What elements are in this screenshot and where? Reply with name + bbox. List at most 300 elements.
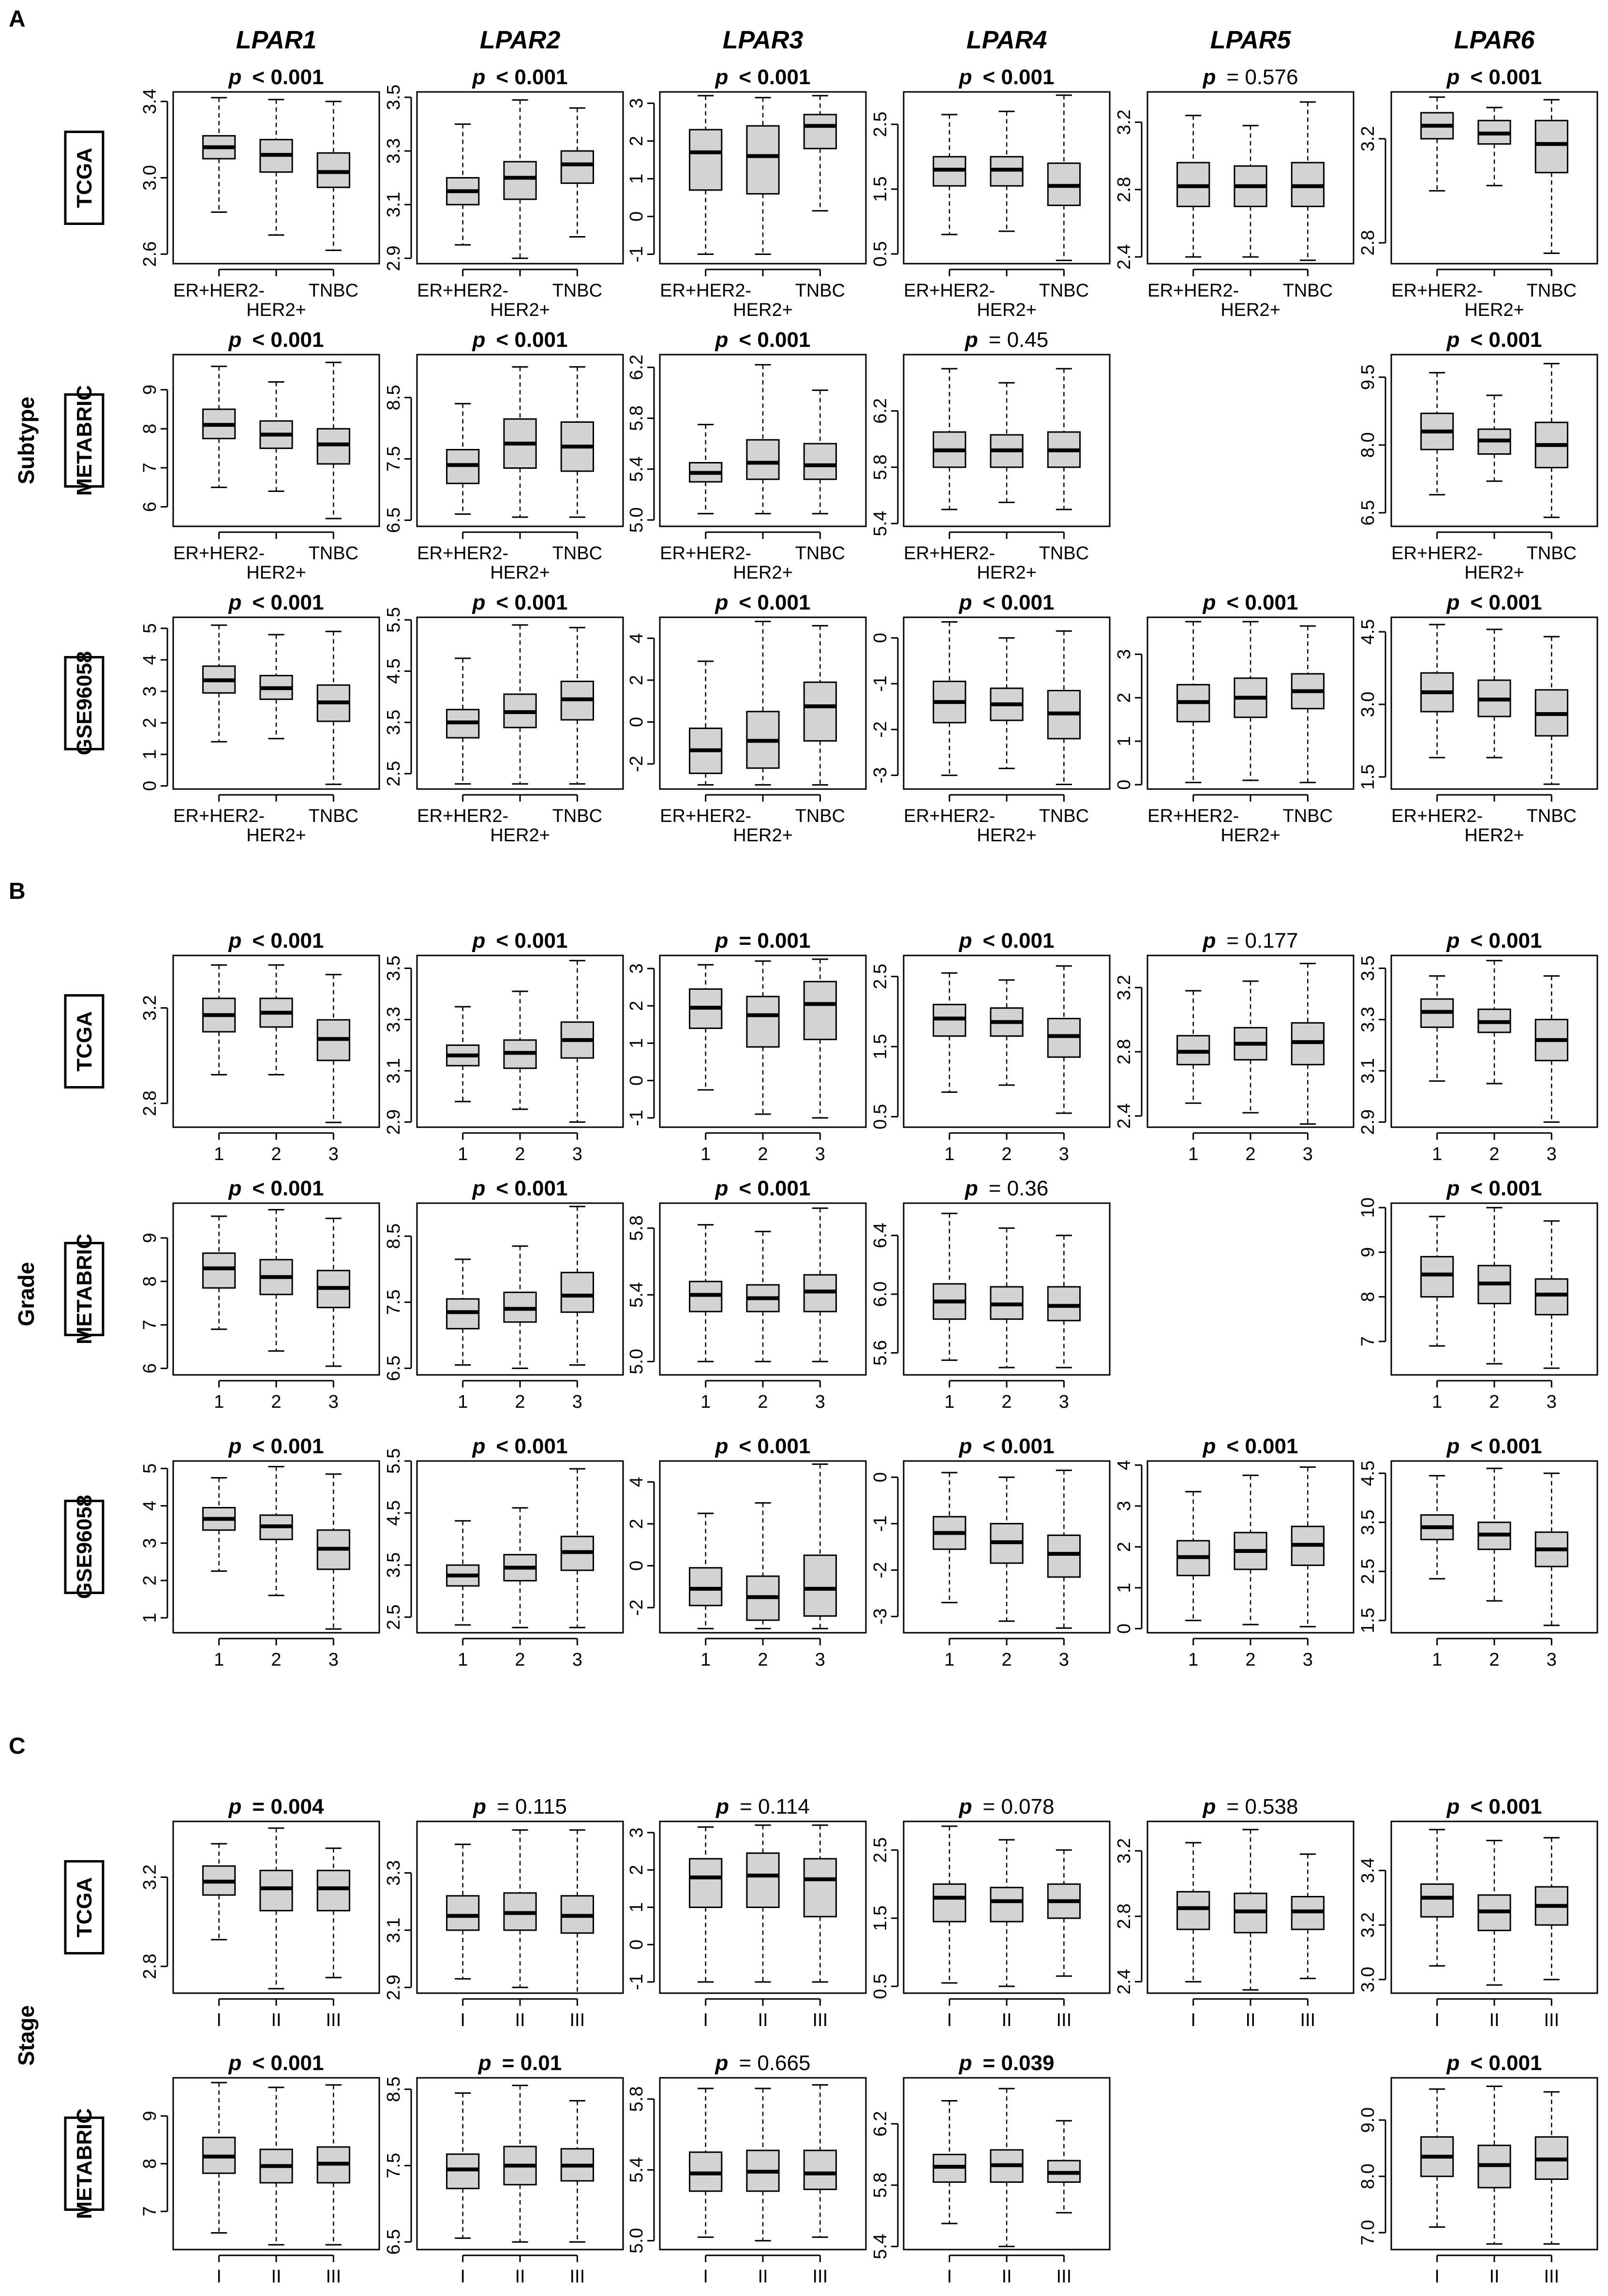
x-category-label: 1	[1432, 1650, 1443, 1670]
p-value: < 0.001	[496, 65, 568, 89]
iqr-box	[804, 115, 836, 149]
y-tick-label: 7	[140, 462, 160, 473]
p-value: < 0.001	[983, 591, 1055, 614]
x-category-label: 1	[944, 1392, 955, 1412]
y-tick-label: 8.0	[1358, 2163, 1378, 2190]
y-tick-label: 5.4	[626, 456, 647, 482]
column-header-lpar5: LPAR5	[1210, 26, 1291, 54]
p-symbol: p	[716, 1795, 730, 1819]
x-category-label: III	[1056, 2266, 1072, 2287]
iqr-box	[747, 126, 779, 194]
box-iii	[1048, 2121, 1080, 2213]
dataset-label-text: METABRIC	[73, 1234, 96, 1344]
section-label-stage: Stage	[14, 2005, 39, 2066]
x-category-label: 2	[1001, 1392, 1012, 1412]
x-category-label: III	[812, 2266, 828, 2287]
y-tick-label: 0	[626, 1560, 647, 1571]
box-i	[1421, 2089, 1453, 2227]
y-tick-label: 2.5	[384, 760, 404, 787]
x-category-label: HER2+	[733, 563, 793, 583]
box-1	[447, 1521, 479, 1625]
x-category-label: 3	[815, 1144, 825, 1164]
box-2	[991, 1228, 1023, 1368]
box-iii	[804, 2085, 836, 2237]
box-2	[1235, 981, 1266, 1113]
boxplot-panel	[870, 328, 1110, 583]
y-tick-label: 8.5	[384, 1223, 404, 1249]
y-tick-label: 0	[626, 716, 647, 728]
box-2	[1478, 1468, 1510, 1601]
boxplot-panel	[1114, 1434, 1354, 1670]
box-her2-	[1478, 107, 1510, 185]
x-category-label: ER+HER2-	[1147, 281, 1239, 301]
y-tick-label: 0	[140, 780, 160, 791]
p-value: < 0.001	[1470, 1795, 1542, 1819]
p-value: < 0.001	[252, 1434, 324, 1458]
iqr-box	[804, 982, 836, 1040]
p-value-title	[1446, 929, 1542, 953]
x-category-label: TNBC	[308, 806, 359, 826]
y-tick-label: 2.5	[870, 964, 891, 989]
boxplot-panel	[1358, 65, 1597, 320]
box-er-her2-	[447, 403, 479, 514]
x-category-label: 1	[700, 1650, 711, 1670]
y-tick-label: 2	[626, 1000, 647, 1011]
x-category-label: 3	[328, 1650, 339, 1670]
y-tick-label: 0	[626, 1939, 647, 1950]
y-tick-label: 3.2	[1114, 109, 1134, 135]
y-tick-label: 7.5	[384, 446, 404, 472]
box-ii	[1235, 1830, 1266, 1990]
x-category-label: TNBC	[552, 806, 603, 826]
box-2	[504, 1246, 536, 1369]
y-tick-label: 3.2	[1114, 974, 1134, 1000]
x-category-label: 2	[515, 1144, 525, 1164]
y-tick-label: 3.1	[384, 192, 404, 218]
iqr-box	[561, 151, 593, 183]
x-category-label: ER+HER2-	[660, 281, 752, 301]
p-value-title	[228, 929, 324, 953]
p-value-title	[228, 2051, 324, 2075]
box-1	[203, 965, 235, 1075]
y-tick-label: 1	[1114, 1582, 1134, 1593]
box-her2-	[747, 622, 779, 785]
x-category-label: II	[271, 2266, 282, 2287]
y-tick-label: 2.9	[384, 1974, 404, 2000]
iqr-box	[804, 682, 836, 741]
box-iii	[1048, 1850, 1080, 1976]
y-tick-label: 3.1	[1358, 1058, 1378, 1084]
box-tnbc	[561, 367, 593, 517]
boxplot-panel	[140, 1434, 379, 1670]
x-category-label: ER+HER2-	[1391, 281, 1483, 301]
box-1	[690, 1225, 722, 1362]
p-value: = 0.115	[497, 1795, 567, 1819]
box-er-her2-	[934, 369, 966, 509]
p-value: < 0.001	[252, 591, 324, 614]
box-i	[203, 1844, 235, 1939]
box-1	[1177, 991, 1209, 1103]
box-1	[934, 973, 966, 1092]
y-tick-label: -2	[626, 756, 647, 772]
y-tick-label: 3.1	[384, 1917, 404, 1943]
box-her2-	[991, 638, 1023, 769]
boxplot-panel	[384, 328, 623, 583]
y-tick-label: 5.5	[384, 607, 404, 633]
p-symbol: p	[472, 1434, 486, 1458]
p-value-title	[1203, 1795, 1298, 1819]
box-2	[504, 1508, 536, 1627]
x-category-label: III	[326, 2010, 342, 2030]
boxplot-panel	[384, 929, 623, 1164]
boxplot-panel	[870, 1795, 1110, 2030]
x-category-label: HER2+	[977, 825, 1037, 846]
column-header-lpar4: LPAR4	[966, 26, 1047, 54]
x-category-label: 2	[1001, 1650, 1012, 1670]
p-symbol: p	[715, 65, 729, 89]
box-2	[260, 1467, 292, 1595]
y-tick-label: 1	[140, 1612, 160, 1623]
p-symbol: p	[959, 2051, 972, 2075]
column-header-lpar1: LPAR1	[236, 26, 317, 54]
y-tick-label: 5.5	[384, 1448, 404, 1474]
boxplot-panel	[626, 591, 866, 846]
section-letter-a: A	[9, 6, 26, 32]
p-value-title	[228, 1434, 324, 1458]
x-category-label: ER+HER2-	[173, 806, 265, 826]
p-symbol: p	[228, 591, 242, 614]
box-er-her2-	[1177, 116, 1209, 257]
p-value: < 0.001	[252, 1177, 324, 1200]
box-iii	[317, 2085, 349, 2245]
iqr-box	[690, 1568, 722, 1606]
p-value: < 0.001	[252, 328, 324, 352]
p-value: < 0.001	[1470, 1434, 1542, 1458]
box-iii	[561, 2101, 593, 2242]
p-symbol: p	[228, 1795, 242, 1819]
x-category-label: 1	[700, 1392, 711, 1412]
p-value: = 0.538	[1226, 1795, 1298, 1819]
boxplot-panel	[1114, 591, 1354, 846]
p-value-title	[715, 1177, 811, 1200]
box-3	[1292, 1467, 1324, 1627]
x-category-label: TNBC	[1526, 806, 1577, 826]
section-label-grade: Grade	[14, 1262, 39, 1327]
y-tick-label: 3.5	[1358, 955, 1378, 981]
p-value-title	[228, 328, 324, 352]
box-iii	[561, 1830, 593, 1993]
p-symbol: p	[228, 929, 242, 953]
x-category-label: 3	[815, 1392, 825, 1412]
x-category-label: 1	[458, 1392, 468, 1412]
p-symbol: p	[228, 2051, 242, 2075]
y-tick-label: 0	[626, 211, 647, 222]
y-tick-label: 2.9	[384, 245, 404, 271]
y-tick-label: 3.5	[384, 955, 404, 981]
p-symbol: p	[472, 591, 486, 614]
y-tick-label: 8	[140, 2158, 160, 2169]
x-category-label: I	[703, 2266, 708, 2287]
box-2	[747, 1232, 779, 1362]
boxplot-panel	[384, 1795, 623, 2030]
y-tick-label: 3.2	[1358, 126, 1378, 152]
y-tick-label: 4.5	[1358, 1460, 1378, 1486]
x-category-label: TNBC	[795, 281, 846, 301]
p-value-title	[959, 929, 1055, 953]
y-tick-label: -2	[870, 1562, 891, 1579]
y-tick-label: 6.5	[384, 507, 404, 533]
section-label-subtype: Subtype	[14, 396, 39, 485]
y-tick-label: 2	[626, 1519, 647, 1529]
y-tick-label: 6.0	[870, 1281, 891, 1307]
y-tick-label: 10	[1358, 1197, 1378, 1218]
y-tick-label: 1.5	[870, 176, 891, 202]
y-tick-label: 6.5	[384, 1355, 404, 1381]
y-tick-label: 2.9	[1358, 1109, 1378, 1135]
y-tick-label: 2	[140, 1575, 160, 1586]
x-category-label: II	[515, 2266, 525, 2287]
x-category-label: 3	[572, 1650, 582, 1670]
x-category-label: 3	[815, 1650, 825, 1670]
p-value-title	[1446, 1434, 1542, 1458]
x-category-label: ER+HER2-	[417, 543, 509, 564]
p-value-title	[1446, 328, 1542, 352]
dataset-label-text: GSE96058	[73, 651, 96, 756]
y-tick-label: 6	[140, 502, 160, 512]
x-category-label: III	[569, 2010, 585, 2030]
p-value-title	[472, 591, 568, 614]
iqr-box	[561, 1272, 593, 1312]
boxplot-panel	[626, 1177, 866, 1412]
box-1	[203, 1216, 235, 1329]
p-value-title	[473, 1795, 567, 1819]
x-category-label: HER2+	[1464, 563, 1524, 583]
y-tick-label: 4.5	[384, 658, 404, 684]
boxplot-panel	[870, 929, 1110, 1164]
p-value-title	[1446, 2051, 1542, 2075]
x-category-label: 3	[572, 1144, 582, 1164]
p-symbol: p	[1446, 1434, 1460, 1458]
x-category-label: HER2+	[1221, 300, 1280, 320]
p-symbol: p	[1446, 328, 1460, 352]
p-value-title	[472, 328, 568, 352]
box-ii	[504, 2086, 536, 2242]
x-category-label: TNBC	[795, 806, 846, 826]
y-tick-label: 1	[1114, 736, 1134, 746]
iqr-box	[804, 444, 836, 479]
box-er-her2-	[203, 98, 235, 212]
p-value: < 0.001	[1226, 1434, 1298, 1458]
box-3	[317, 1474, 349, 1629]
x-category-label: TNBC	[552, 281, 603, 301]
p-value-title	[965, 1177, 1048, 1200]
box-ii	[747, 2088, 779, 2241]
y-tick-label: 3	[1114, 1501, 1134, 1511]
p-value: < 0.001	[1470, 929, 1542, 953]
p-symbol: p	[1203, 929, 1216, 953]
boxplot-panel	[384, 1177, 623, 1412]
p-value-title	[472, 65, 568, 89]
p-value: < 0.001	[1470, 1177, 1542, 1200]
x-category-label: HER2+	[490, 563, 550, 583]
box-tnbc	[804, 390, 836, 514]
y-tick-label: 4.5	[384, 1500, 404, 1526]
y-tick-label: 3.0	[1358, 1967, 1378, 1993]
x-category-label: 2	[271, 1650, 282, 1670]
y-tick-label: 6.5	[1358, 500, 1378, 526]
y-tick-label: 9	[1358, 1247, 1378, 1257]
y-tick-label: 7	[140, 1320, 160, 1330]
box-her2-	[747, 98, 779, 254]
dataset-label-text: METABRIC	[73, 2108, 96, 2219]
box-3	[1048, 1236, 1080, 1368]
boxplot-panel	[870, 65, 1110, 320]
x-category-label: 3	[1058, 1650, 1069, 1670]
iqr-box	[991, 1888, 1023, 1922]
x-category-label: 3	[1302, 1144, 1313, 1164]
p-value-title	[1446, 591, 1542, 614]
box-3	[561, 1469, 593, 1627]
box-1	[934, 1213, 966, 1360]
y-tick-label: 9.5	[1358, 364, 1378, 390]
section-letter-b: B	[9, 879, 26, 904]
x-category-label: TNBC	[1526, 281, 1577, 301]
x-category-label: I	[216, 2010, 222, 2030]
y-tick-label: 3.5	[384, 709, 404, 735]
y-tick-label: -1	[870, 1515, 891, 1532]
y-tick-label: 9	[140, 1233, 160, 1243]
box-2	[504, 991, 536, 1109]
x-category-label: 3	[1546, 1392, 1557, 1412]
x-category-label: 1	[1432, 1144, 1443, 1164]
box-2	[747, 1503, 779, 1629]
boxplot-panel	[1114, 65, 1354, 320]
p-value-title	[228, 65, 324, 89]
p-value: = 0.01	[502, 2051, 562, 2075]
box-2	[1478, 1208, 1510, 1364]
y-tick-label: 3	[140, 686, 160, 697]
x-category-label: ER+HER2-	[904, 543, 996, 564]
box-tnbc	[1535, 637, 1567, 784]
boxplot-panel	[384, 2051, 623, 2287]
x-category-label: TNBC	[552, 543, 603, 564]
dataset-label-metabric	[65, 2108, 103, 2219]
box-er-her2-	[1421, 97, 1453, 191]
y-tick-label: 3.2	[1358, 1912, 1378, 1938]
p-symbol: p	[1446, 1177, 1460, 1200]
x-category-label: 2	[1489, 1650, 1500, 1670]
x-category-label: II	[1489, 2010, 1500, 2030]
box-her2-	[1478, 395, 1510, 481]
box-tnbc	[1048, 631, 1080, 784]
x-category-label: HER2+	[1464, 300, 1524, 320]
p-value-title	[1203, 1434, 1298, 1458]
box-ii	[260, 1828, 292, 1989]
p-symbol: p	[472, 1177, 486, 1200]
y-tick-label: 3.5	[1358, 1509, 1378, 1536]
box-i	[690, 1827, 722, 1982]
x-category-label: 1	[458, 1650, 468, 1670]
box-3	[804, 1464, 836, 1628]
boxplot-panel	[1114, 1795, 1354, 2030]
box-her2-	[1235, 126, 1266, 257]
box-ii	[991, 2088, 1023, 2246]
x-category-label: HER2+	[1464, 825, 1524, 846]
boxplot-panel	[626, 2051, 866, 2287]
box-er-her2-	[1421, 625, 1453, 758]
x-category-label: ER+HER2-	[417, 281, 509, 301]
x-category-label: III	[1544, 2010, 1560, 2030]
y-tick-label: -2	[870, 721, 891, 738]
p-value: = 0.078	[983, 1795, 1055, 1819]
x-category-label: 1	[214, 1650, 224, 1670]
x-category-label: 2	[515, 1650, 525, 1670]
boxplot-panel	[140, 1177, 379, 1412]
boxplot-panel	[140, 1795, 379, 2030]
p-symbol: p	[472, 65, 486, 89]
y-tick-label: 8	[140, 1276, 160, 1287]
dataset-label-tcga	[65, 132, 103, 224]
p-value: = 0.45	[988, 328, 1049, 352]
box-tnbc	[1535, 364, 1567, 518]
p-value: < 0.001	[496, 591, 568, 614]
y-tick-label: 3.3	[1358, 1007, 1378, 1032]
boxplot-panel	[626, 328, 866, 583]
y-tick-label: 5.8	[626, 405, 647, 431]
x-category-label: I	[460, 2010, 465, 2030]
iqr-box	[747, 997, 779, 1047]
box-ii	[504, 1830, 536, 1987]
box-3	[1535, 976, 1567, 1122]
x-category-label: I	[947, 2266, 952, 2287]
y-tick-label: 7.0	[1358, 2220, 1378, 2246]
x-category-label: 3	[328, 1144, 339, 1164]
iqr-box	[317, 1870, 349, 1910]
y-tick-label: -3	[870, 767, 891, 784]
x-category-label: ER+HER2-	[173, 281, 265, 301]
x-category-label: III	[1056, 2010, 1072, 2030]
column-header-lpar2: LPAR2	[479, 26, 561, 54]
p-value-title	[959, 1434, 1055, 1458]
iqr-box	[260, 1870, 292, 1910]
box-2	[260, 965, 292, 1075]
boxplot-panel	[140, 591, 379, 846]
p-value-title	[959, 1795, 1055, 1819]
x-category-label: TNBC	[1526, 543, 1577, 564]
box-her2-	[504, 367, 536, 517]
box-iii	[1535, 2092, 1567, 2244]
iqr-box	[1048, 1287, 1080, 1321]
y-tick-label: 9.0	[1358, 2107, 1378, 2133]
box-tnbc	[317, 102, 349, 251]
x-category-label: 3	[572, 1392, 582, 1412]
box-tnbc	[317, 362, 349, 519]
p-value: < 0.001	[1470, 328, 1542, 352]
y-tick-label: 1.5	[870, 1033, 891, 1059]
box-her2-	[260, 382, 292, 491]
x-category-label: 2	[758, 1650, 768, 1670]
x-category-label: I	[1191, 2010, 1196, 2030]
x-category-label: 1	[1188, 1650, 1199, 1670]
x-category-label: 3	[1058, 1392, 1069, 1412]
iqr-box	[1535, 1279, 1567, 1315]
p-symbol: p	[715, 2051, 729, 2075]
p-symbol: p	[1446, 2051, 1460, 2075]
y-tick-label: 1.5	[1358, 1608, 1378, 1634]
boxplot-panel	[870, 1434, 1110, 1670]
p-value: < 0.001	[983, 929, 1055, 953]
box-1	[1421, 1476, 1453, 1579]
